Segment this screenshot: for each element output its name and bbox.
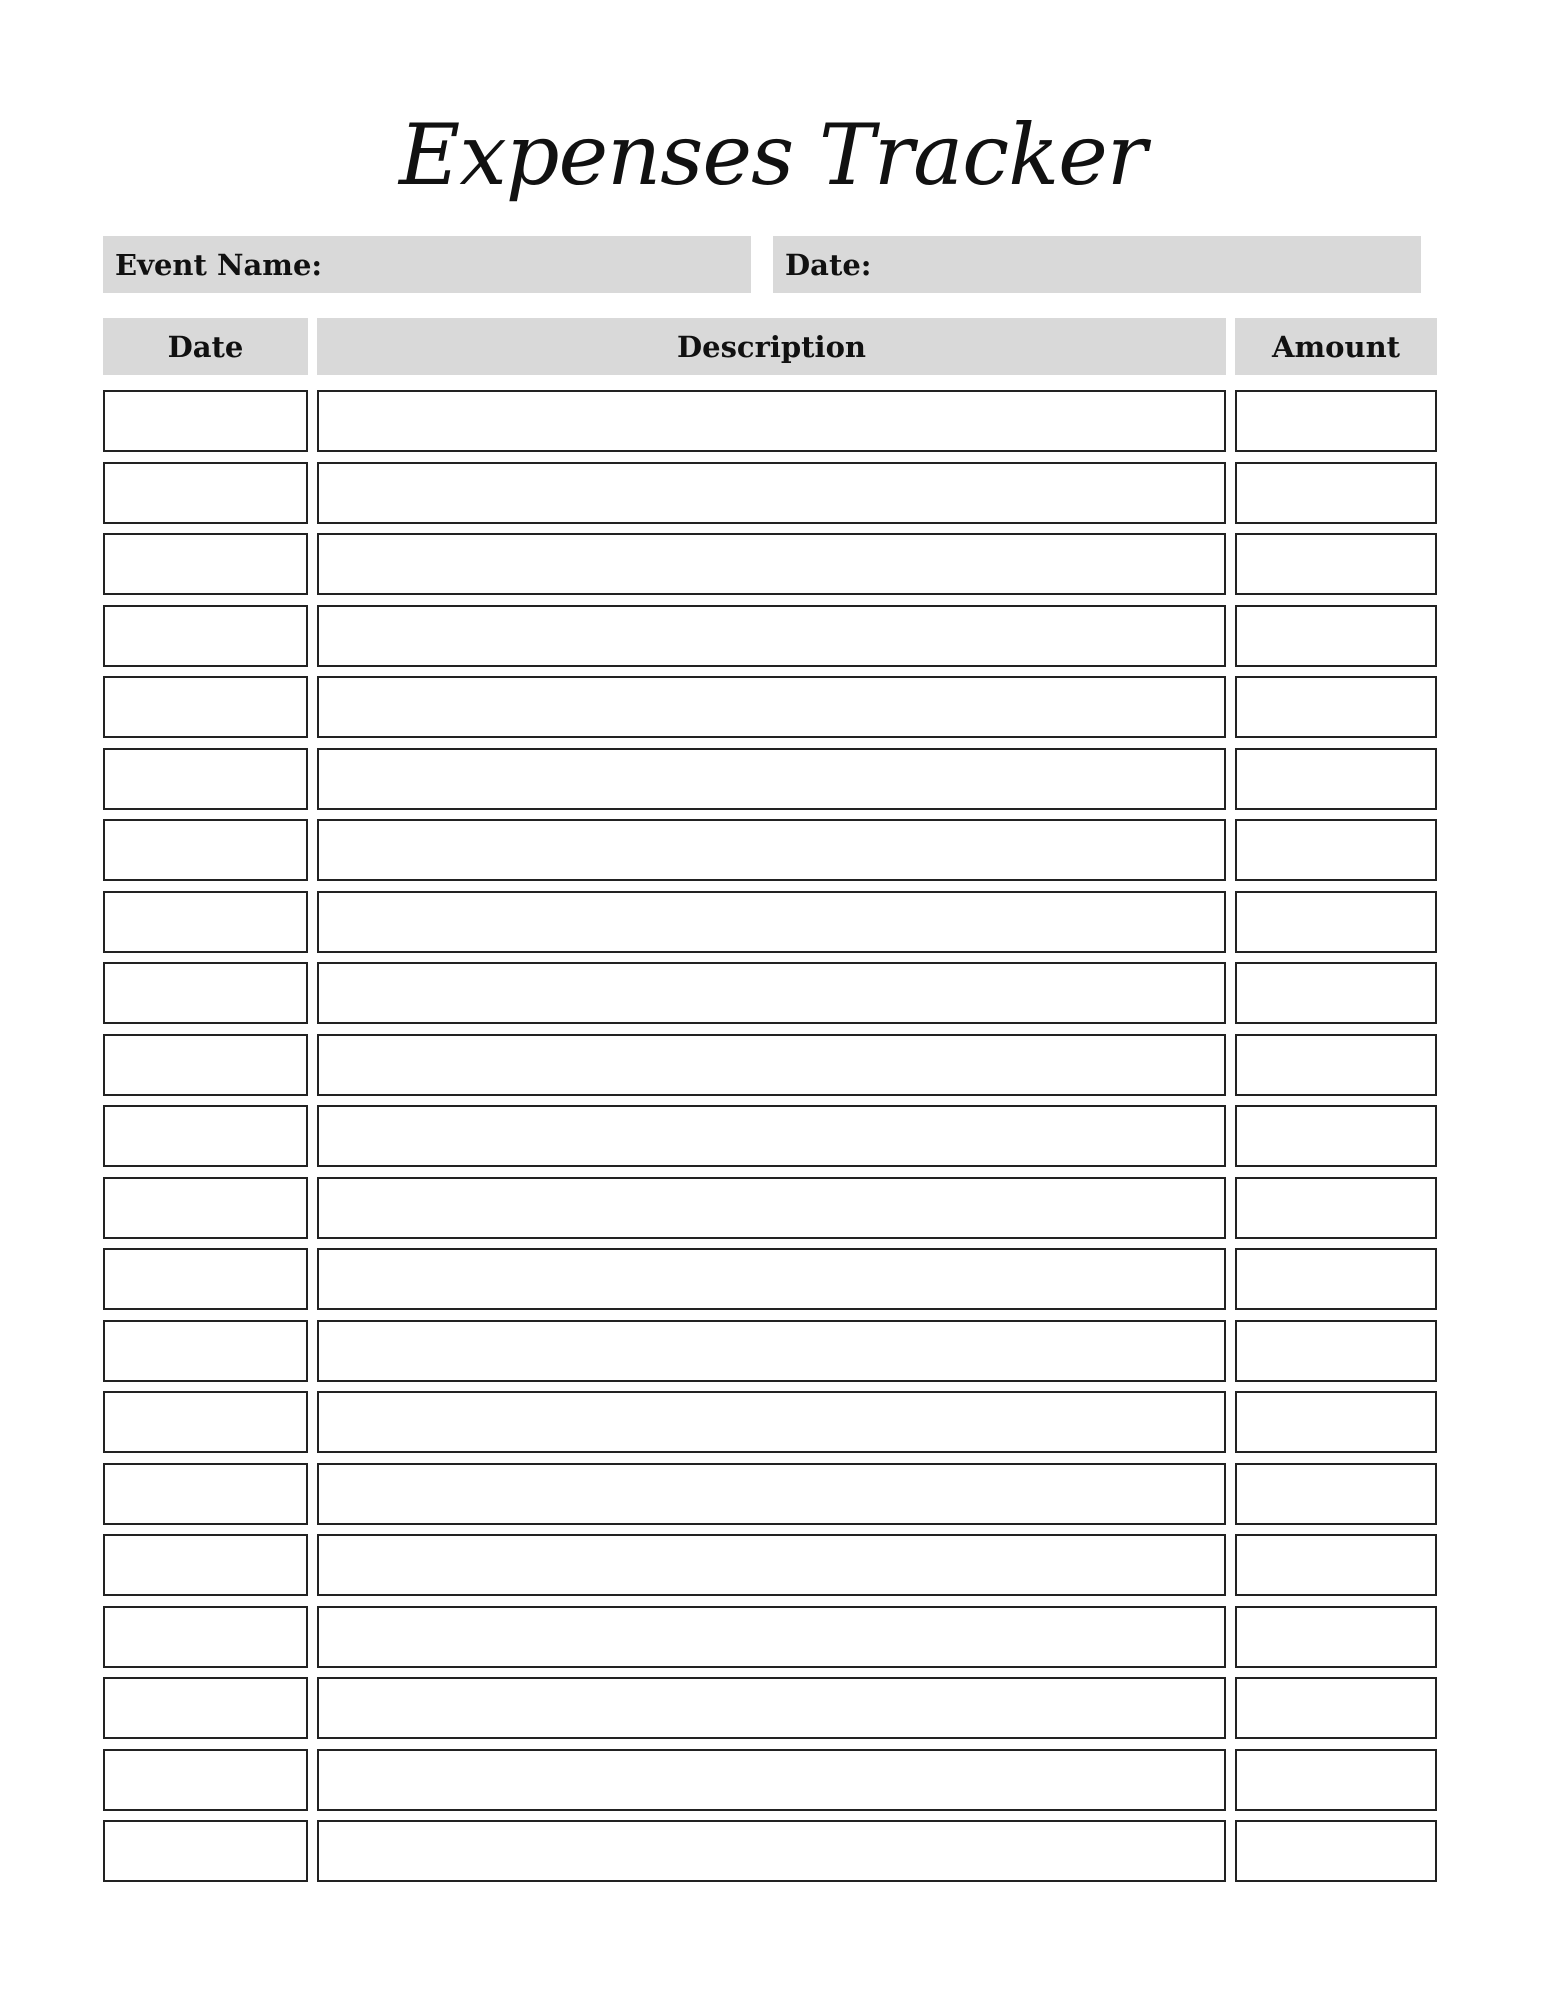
date-cell[interactable] xyxy=(103,1320,308,1382)
amount-cell[interactable] xyxy=(1235,605,1437,667)
amount-cell[interactable] xyxy=(1235,1463,1437,1525)
amount-cell[interactable] xyxy=(1235,1034,1437,1096)
date-cell[interactable] xyxy=(103,1177,308,1239)
amount-cell[interactable] xyxy=(1235,390,1437,452)
amount-cell[interactable] xyxy=(1235,1391,1437,1453)
amount-cell[interactable] xyxy=(1235,533,1437,595)
header-amount: Amount xyxy=(1235,318,1437,375)
amount-cell[interactable] xyxy=(1235,819,1437,881)
date-cell[interactable] xyxy=(103,1248,308,1310)
header-description: Description xyxy=(317,318,1226,375)
description-cell[interactable] xyxy=(317,1534,1226,1596)
amount-cell[interactable] xyxy=(1235,1320,1437,1382)
description-cell[interactable] xyxy=(317,1034,1226,1096)
amount-cell[interactable] xyxy=(1235,1677,1437,1739)
date-cell[interactable] xyxy=(103,1034,308,1096)
date-cell[interactable] xyxy=(103,962,308,1024)
date-cell[interactable] xyxy=(103,533,308,595)
date-cell[interactable] xyxy=(103,1677,308,1739)
amount-cell[interactable] xyxy=(1235,1820,1437,1882)
date-cell[interactable] xyxy=(103,1606,308,1668)
date-cell[interactable] xyxy=(103,605,308,667)
description-cell[interactable] xyxy=(317,891,1226,953)
date-cell[interactable] xyxy=(103,819,308,881)
description-cell[interactable] xyxy=(317,1391,1226,1453)
date-cell[interactable] xyxy=(103,1105,308,1167)
description-cell[interactable] xyxy=(317,462,1226,524)
date-field[interactable] xyxy=(773,236,1421,293)
date-cell[interactable] xyxy=(103,676,308,738)
description-cell[interactable] xyxy=(317,676,1226,738)
description-cell[interactable] xyxy=(317,1749,1226,1811)
amount-cell[interactable] xyxy=(1235,1534,1437,1596)
date-cell[interactable] xyxy=(103,462,308,524)
description-cell[interactable] xyxy=(317,1606,1226,1668)
event-name-field[interactable] xyxy=(103,236,751,293)
amount-cell[interactable] xyxy=(1235,462,1437,524)
date-cell[interactable] xyxy=(103,1391,308,1453)
description-cell[interactable] xyxy=(317,533,1226,595)
description-cell[interactable] xyxy=(317,819,1226,881)
description-cell[interactable] xyxy=(317,605,1226,667)
date-cell[interactable] xyxy=(103,891,308,953)
description-cell[interactable] xyxy=(317,1320,1226,1382)
date-cell[interactable] xyxy=(103,1463,308,1525)
page-title: Expenses Tracker xyxy=(399,106,1146,204)
amount-cell[interactable] xyxy=(1235,1248,1437,1310)
date-cell[interactable] xyxy=(103,1820,308,1882)
description-cell[interactable] xyxy=(317,1105,1226,1167)
amount-cell[interactable] xyxy=(1235,1749,1437,1811)
description-cell[interactable] xyxy=(317,962,1226,1024)
amount-cell[interactable] xyxy=(1235,1606,1437,1668)
description-cell[interactable] xyxy=(317,748,1226,810)
date-cell[interactable] xyxy=(103,1534,308,1596)
description-cell[interactable] xyxy=(317,390,1226,452)
header-date: Date xyxy=(103,318,308,375)
amount-cell[interactable] xyxy=(1235,891,1437,953)
description-cell[interactable] xyxy=(317,1248,1226,1310)
date-cell[interactable] xyxy=(103,748,308,810)
amount-cell[interactable] xyxy=(1235,1105,1437,1167)
amount-cell[interactable] xyxy=(1235,962,1437,1024)
amount-cell[interactable] xyxy=(1235,676,1437,738)
date-label: Date: xyxy=(785,247,872,282)
description-cell[interactable] xyxy=(317,1820,1226,1882)
event-name-label: Event Name: xyxy=(115,247,323,282)
date-cell[interactable] xyxy=(103,390,308,452)
description-cell[interactable] xyxy=(317,1677,1226,1739)
description-cell[interactable] xyxy=(317,1463,1226,1525)
description-cell[interactable] xyxy=(317,1177,1226,1239)
amount-cell[interactable] xyxy=(1235,748,1437,810)
date-cell[interactable] xyxy=(103,1749,308,1811)
amount-cell[interactable] xyxy=(1235,1177,1437,1239)
